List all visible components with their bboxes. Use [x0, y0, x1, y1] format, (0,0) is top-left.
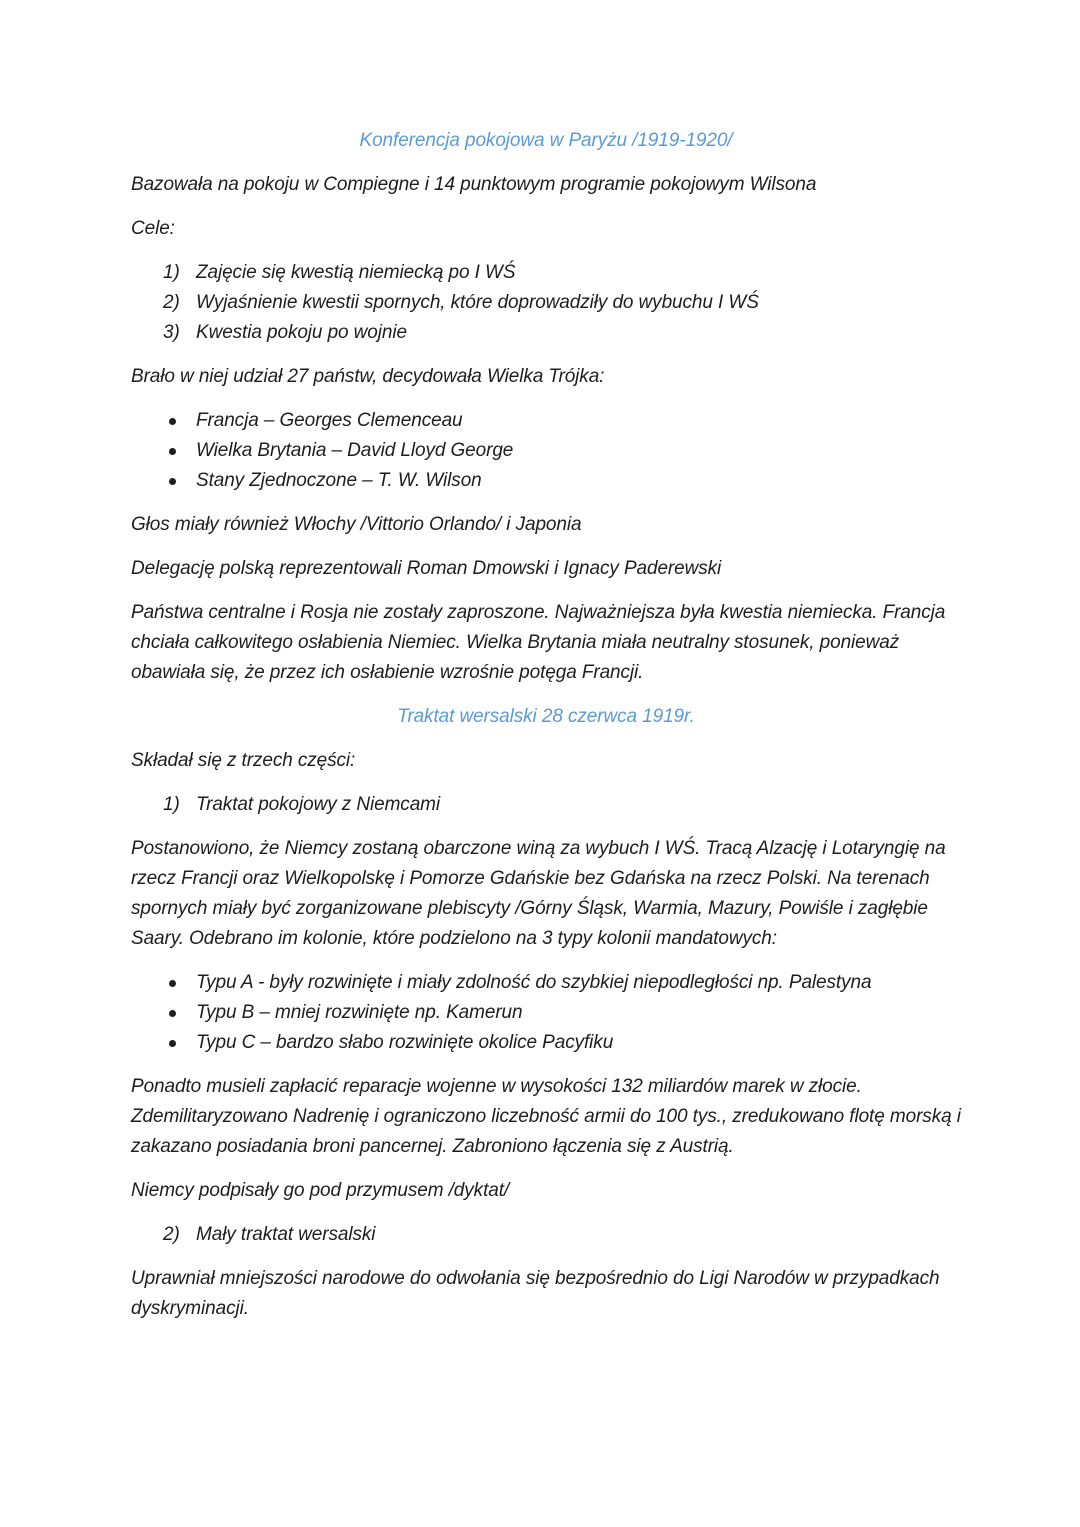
list-item-text: Zajęcie się kwestią niemiecką po I WŚ [196, 262, 516, 283]
list-item [131, 1220, 961, 1250]
section-title-versailles: Traktat wersalski 28 czerwca 1919r. [397, 706, 695, 727]
bullet-icon [169, 418, 176, 425]
paragraph-polish-delegation: Delegację polską reprezentowali Roman Dmowski i Ignacy Paderewski [131, 558, 722, 579]
bullet-icon [169, 1040, 176, 1047]
list-item [131, 436, 961, 466]
list-item [131, 288, 961, 318]
colonies-list [131, 968, 961, 1058]
paragraph-goals-label: Cele: [131, 218, 175, 239]
list-item-text: Wielka Brytania – David Lloyd George [196, 440, 514, 461]
list-item-text: Traktat pokojowy z Niemcami [196, 794, 441, 815]
list-number: 3) [163, 322, 180, 343]
list-item [131, 406, 961, 436]
goals-list [131, 258, 961, 348]
list-number: 2) [163, 1224, 180, 1245]
part1-list [131, 790, 961, 820]
paragraph-italy-japan: Głos miały również Włochy /Vittorio Orlando/ i Japonia [131, 514, 582, 535]
bullet-icon [169, 1010, 176, 1017]
list-item-text: Wyjaśnienie kwestii spornych, które doprowadziły do wybuchu I WŚ [196, 292, 759, 313]
paragraph-basis: Bazowała na pokoju w Compiegne i 14 punktowym programie pokojowym Wilsona [131, 174, 817, 195]
list-item-text: Typu B – mniej rozwinięte np. Kamerun [196, 1002, 523, 1023]
list-number: 1) [163, 794, 180, 815]
paragraph-parts-label: Składał się z trzech części: [131, 750, 356, 771]
bullet-icon [169, 980, 176, 987]
list-item [131, 1028, 961, 1058]
list-item [131, 258, 961, 288]
list-item-text: Kwestia pokoju po wojnie [196, 322, 407, 343]
list-number: 1) [163, 262, 180, 283]
paragraph-participants: Brało w niej udział 27 państw, decydowała Wielka Trójka: [131, 366, 605, 387]
list-item [131, 466, 961, 496]
section-title-conference: Konferencja pokojowa w Paryżu /1919-1920/ [359, 130, 733, 151]
paragraph-decisions: Postanowiono, że Niemcy zostaną obarczone winą za wybuch I WŚ. Tracą Alzację i Lotaryngię na rzecz Francji oraz Wielkopolskę i Pomorze Gdańskie bez Gdańska na rzecz Polski. Na terenach spornych miały być zorganizowane plebiscyty /Górny Śląsk, Warmia, Mazury, Powiśle i zagłębie Saary. Odebrano im kolonie, które podzielono na 3 typy kolonii mandatowych: [131, 838, 946, 949]
list-item-text: Stany Zjednoczone – T. W. Wilson [196, 470, 482, 491]
list-item-text: Typu A - były rozwinięte i miały zdolność do szybkiej niepodległości np. Palestyna [196, 972, 872, 993]
paragraph-central-powers: Państwa centralne i Rosja nie zostały zaproszone. Najważniejsza była kwestia niemiecka. Francja chciała całkowitego osłabienia Niemiec. Wielka Brytania miała neutralny stosunek, ponieważ obawiała się, że przez ich osłabienie wzrośnie potęga Francji. [131, 602, 946, 683]
list-item [131, 968, 961, 998]
paragraph-reparations: Ponadto musieli zapłacić reparacje wojenne w wysokości 132 miliardów marek w złocie. Zdemilitaryzowano Nadrenię i ograniczono liczebność armii do 100 tys., zredukowano flotę morską i zakazano posiadania broni pancernej. Zabroniono łączenia się z Austrią. [131, 1076, 961, 1157]
list-item-text: Typu C – bardzo słabo rozwinięte okolice Pacyfiku [196, 1032, 614, 1053]
part2-list [131, 1220, 961, 1250]
list-item-text: Mały traktat wersalski [196, 1224, 376, 1245]
big-three-list [131, 406, 961, 496]
bullet-icon [169, 448, 176, 455]
list-item-text: Francja – Georges Clemenceau [196, 410, 463, 431]
paragraph-dictate: Niemcy podpisały go pod przymusem /dyktat/ [131, 1180, 510, 1201]
document-content [131, 126, 961, 1338]
list-item [131, 318, 961, 348]
paragraph-minorities: Uprawniał mniejszości narodowe do odwołania się bezpośrednio do Ligi Narodów w przypadkach dyskryminacji. [131, 1268, 940, 1319]
list-number: 2) [163, 292, 180, 313]
list-item [131, 790, 961, 820]
bullet-icon [169, 478, 176, 485]
list-item [131, 998, 961, 1028]
